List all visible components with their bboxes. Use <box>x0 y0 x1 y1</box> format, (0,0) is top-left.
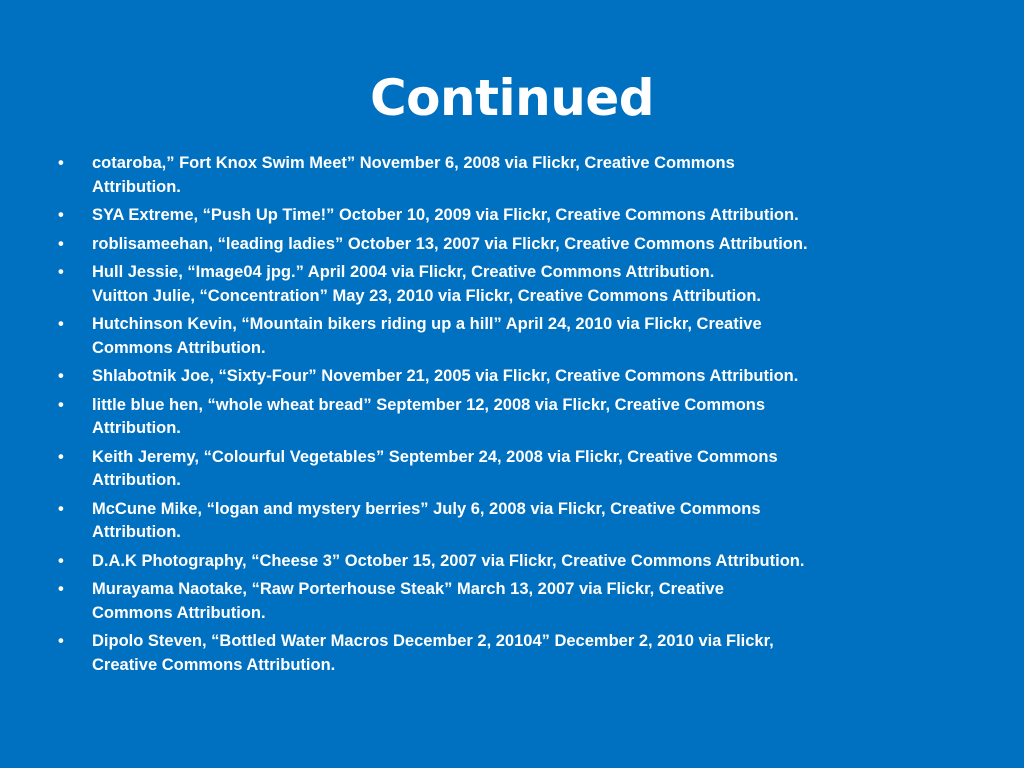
credit-text-line: Attribution. <box>92 523 181 541</box>
credit-text-line: roblisameehan, “leading ladies” October 13, 2007 via Flickr, Creative Commons Attribution. <box>92 234 808 253</box>
bullet-icon: • <box>58 447 64 466</box>
credit-text-line: Creative Commons Attribution. <box>92 655 336 674</box>
credit-item <box>58 394 968 441</box>
credit-text-line: D.A.K Photography, “Cheese 3” October 15, 2007 via Flickr, Creative Commons Attribution. <box>92 551 805 570</box>
credit-text-line: Hutchinson Kevin, “Mountain bikers riding up a hill” April 24, 2010 via Flickr, Creative <box>92 315 762 333</box>
bullet-icon: • <box>58 315 64 333</box>
bullet-icon: • <box>58 234 64 253</box>
bullet-icon: • <box>58 551 64 570</box>
credit-item <box>58 233 968 257</box>
credit-text-line: Hull Jessie, “Image04 jpg.” April 2004 via Flickr, Creative Commons Attribution. <box>92 263 715 281</box>
credit-item <box>58 498 968 545</box>
bullet-icon: • <box>58 154 64 172</box>
credit-item <box>58 578 968 625</box>
credit-item <box>58 204 968 228</box>
credit-item <box>58 446 968 493</box>
credit-text-line: Vuitton Julie, “Concentration” May 23, 2010 via Flickr, Creative Commons Attribution. <box>92 286 762 305</box>
credit-item <box>58 261 968 308</box>
credit-text-line: little blue hen, “whole wheat bread” September 12, 2008 via Flickr, Creative Commons <box>92 395 766 414</box>
credit-text-line: McCune Mike, “logan and mystery berries” July 6, 2008 via Flickr, Creative Commons <box>92 499 761 518</box>
bullet-icon: • <box>58 632 64 650</box>
credit-text-line: Attribution. <box>92 419 181 437</box>
credit-text-line: Keith Jeremy, “Colourful Vegetables” September 24, 2008 via Flickr, Creative Commons <box>92 447 778 466</box>
credit-text-line: Commons Attribution. <box>92 603 266 622</box>
credit-text-line: cotaroba,” Fort Knox Swim Meet” November 6, 2008 via Flickr, Creative Commons <box>92 154 735 172</box>
bullet-icon: • <box>58 580 64 598</box>
bullet-icon: • <box>58 206 64 224</box>
credit-text-line: Attribution. <box>92 177 181 196</box>
credit-item <box>58 313 968 360</box>
credits-list <box>58 152 968 682</box>
credit-text-line: Commons Attribution. <box>92 338 266 357</box>
bullet-icon: • <box>58 367 64 385</box>
slide-title: Continued <box>369 69 655 127</box>
credit-item <box>58 365 968 389</box>
credit-text-line: Shlabotnik Joe, “Sixty-Four” November 21, 2005 via Flickr, Creative Commons Attribution. <box>92 367 799 385</box>
credit-item <box>58 152 968 199</box>
credit-text-line: Dipolo Steven, “Bottled Water Macros December 2, 20104” December 2, 2010 via Flickr, <box>92 632 774 650</box>
credit-item <box>58 550 968 574</box>
credit-text-line: Attribution. <box>92 471 181 489</box>
bullet-icon: • <box>58 395 64 414</box>
credit-text-line: SYA Extreme, “Push Up Time!” October 10, 2009 via Flickr, Creative Commons Attribution. <box>92 206 799 224</box>
bullet-icon: • <box>58 263 64 281</box>
credit-text-line: Murayama Naotake, “Raw Porterhouse Steak” March 13, 2007 via Flickr, Creative <box>92 580 724 598</box>
credit-item <box>58 630 968 677</box>
bullet-icon: • <box>58 499 64 518</box>
